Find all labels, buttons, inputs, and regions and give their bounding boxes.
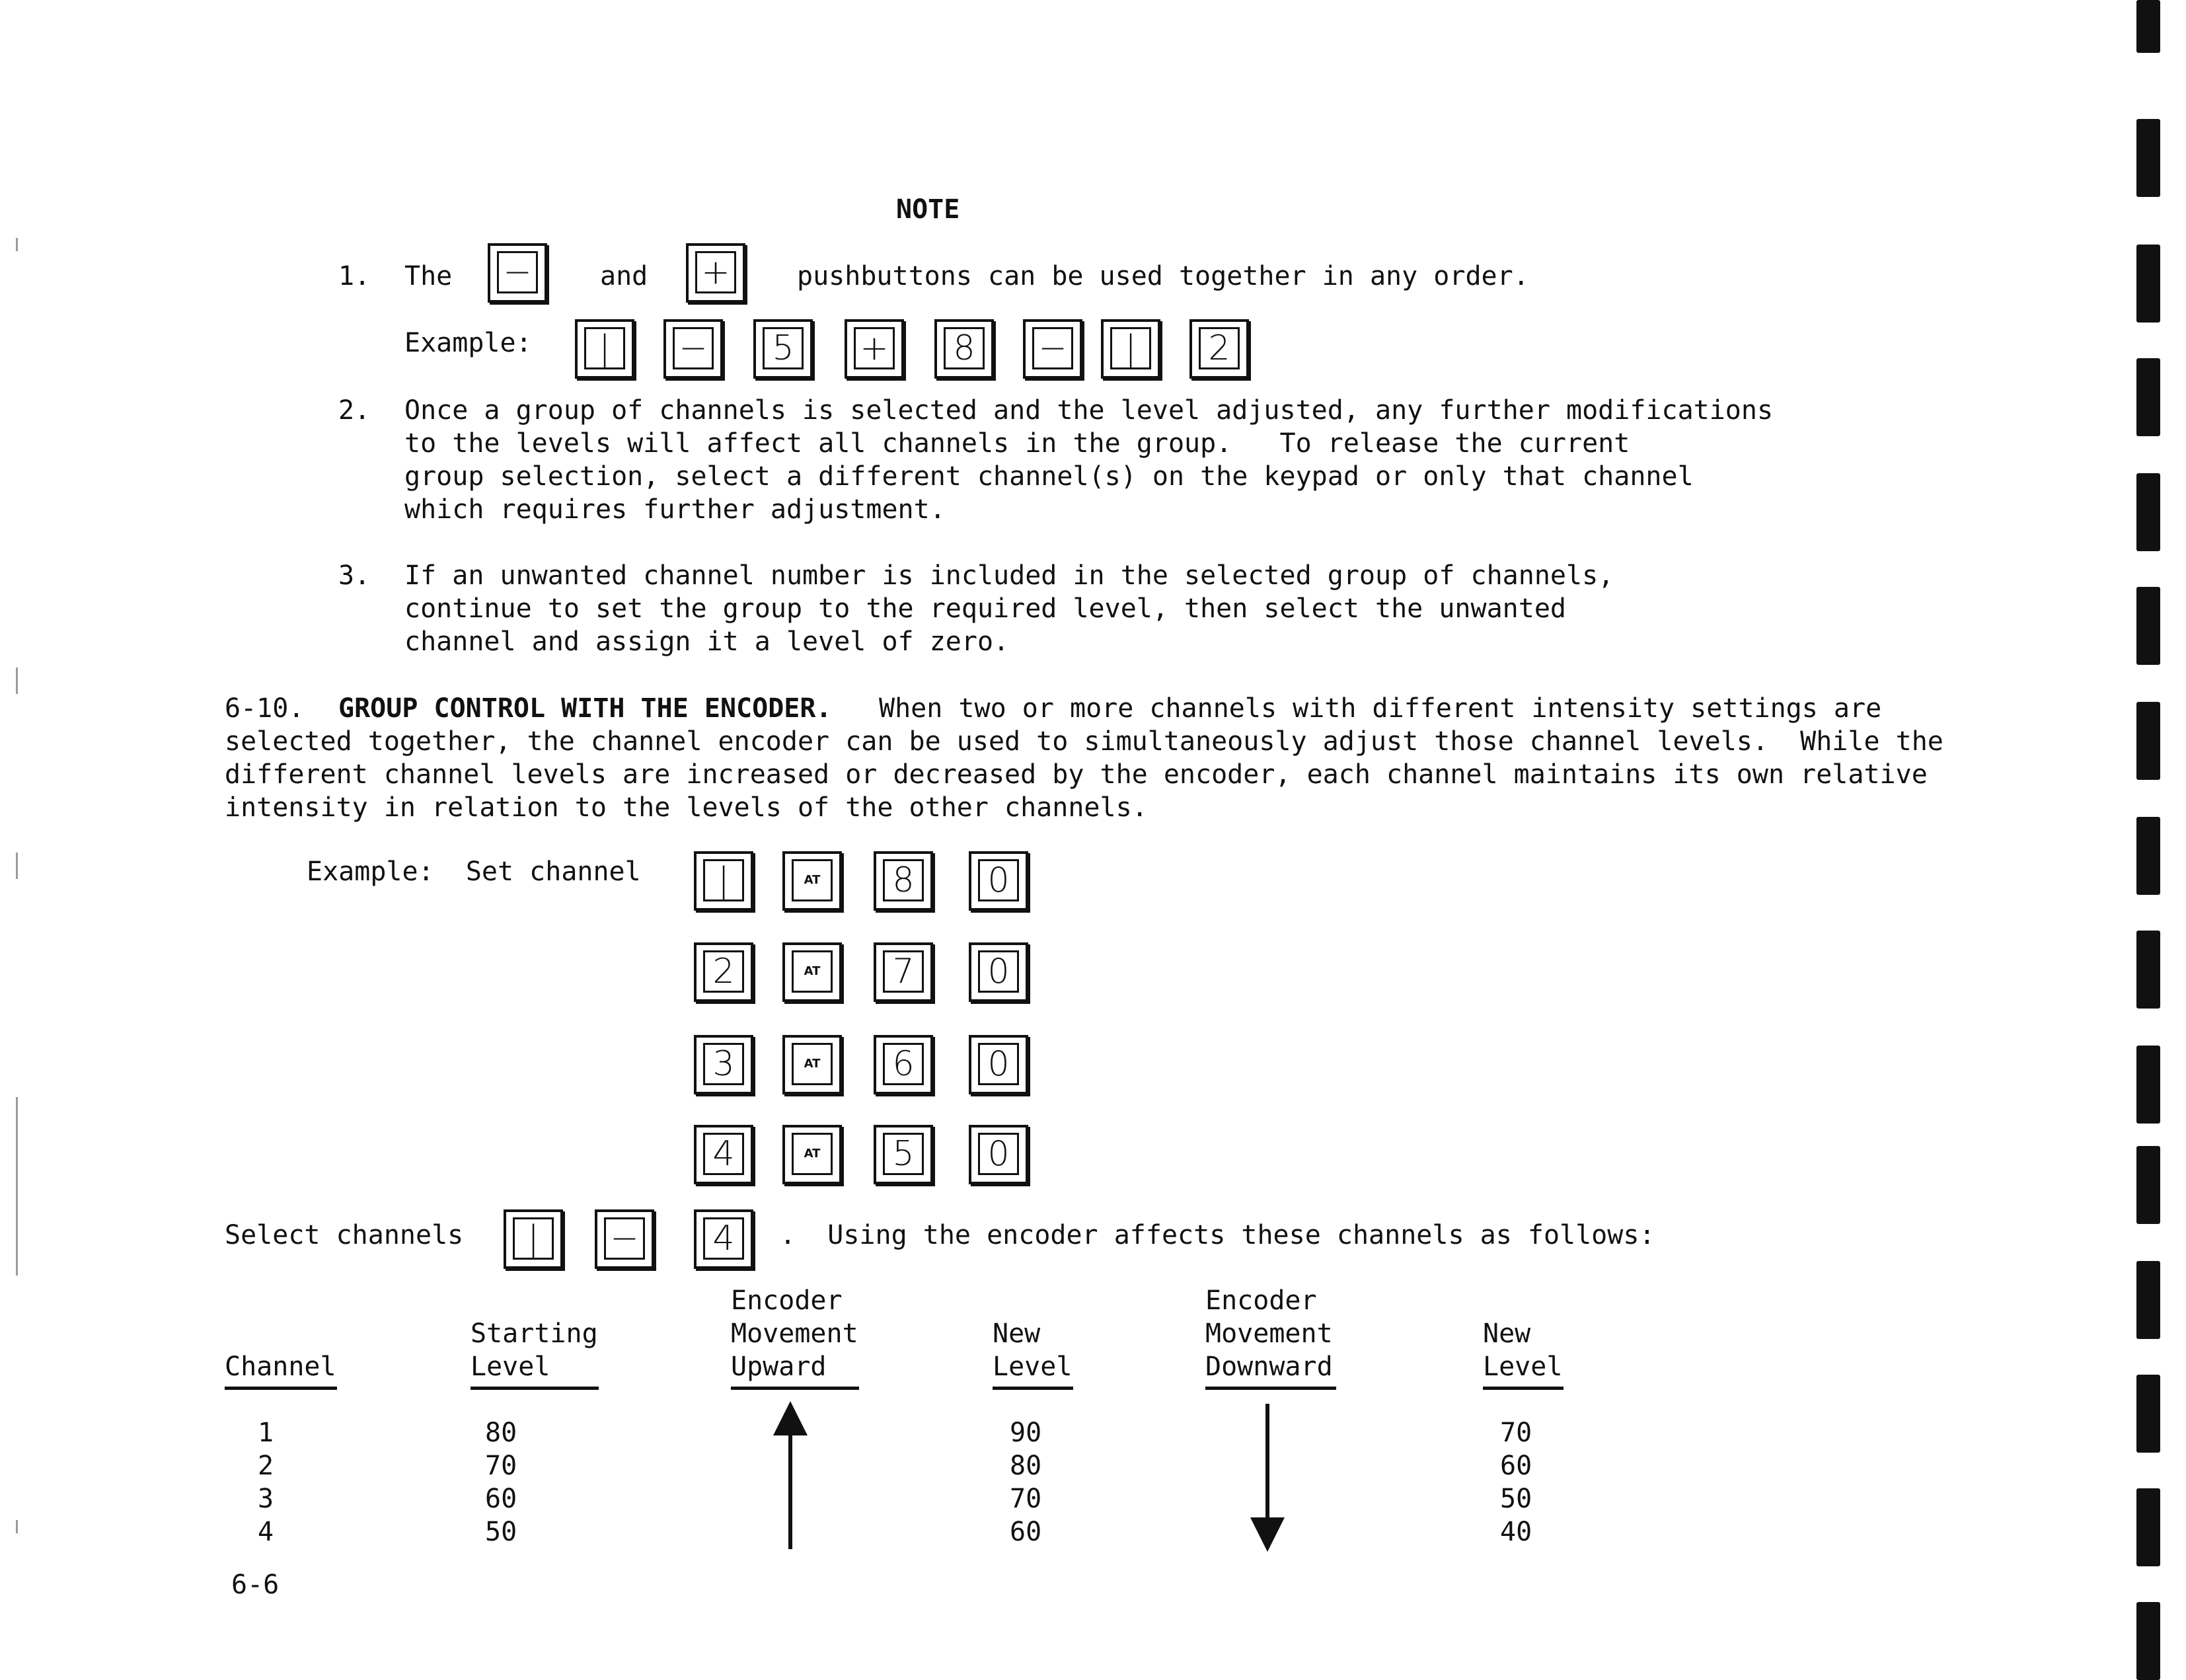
cell-channel: 4 [258,1517,274,1547]
note-heading: NOTE [896,194,960,225]
binding-mark [2136,358,2160,436]
grid-key: 8 [874,851,933,911]
grid-key: AT [782,1125,842,1184]
note1-text: pushbuttons can be used together in any order. [797,261,1529,291]
cell-new-down: 70 [1500,1418,1532,1448]
cell-new-up: 60 [1010,1517,1042,1547]
example-key: − [1023,319,1082,379]
grid-key: | [694,851,753,911]
header-up: Upward [731,1352,827,1382]
binding-mark [2136,1146,2160,1224]
header-underline [731,1387,859,1390]
example-key: 8 [934,319,994,379]
note2-line: which requires further adjustment. [404,494,946,525]
binding-mark [2136,119,2160,197]
cell-new-up: 80 [1010,1451,1042,1481]
grid-key: 3 [694,1035,753,1094]
example2-label: Example: Set channel [307,857,641,887]
header-down: Movement [1205,1318,1333,1349]
note3-line: continue to set the group to the required level, then select the unwanted [404,593,1566,624]
header-underline [471,1387,599,1390]
note2-line: Once a group of channels is selected and the level adjusted, any further modifications [404,395,1774,426]
edge-tick [16,238,18,251]
header-underline [993,1387,1073,1390]
header-starting: Level [471,1352,550,1382]
key-minus: − [488,243,547,303]
header-underline [1483,1387,1564,1390]
cell-channel: 2 [258,1451,274,1481]
cell-new-up: 70 [1010,1484,1042,1514]
example-key: 2 [1189,319,1249,379]
header-new-up: Level [993,1352,1073,1382]
header-new-down: Level [1483,1352,1563,1382]
grid-key: 0 [969,1035,1028,1094]
example-key: | [1101,319,1160,379]
select-label: Select channels [225,1220,464,1250]
edge-tick [16,853,18,879]
grid-key: 4 [694,1125,753,1184]
header-new-down: New [1483,1318,1531,1349]
note3-line: If an unwanted channel number is included in the selected group of channels, [404,560,1614,591]
header-down: Downward [1205,1352,1333,1382]
binding-mark [2136,473,2160,551]
grid-key: 0 [969,1125,1028,1184]
note2-line: group selection, select a different channel(s) on the keypad or only that channel [404,461,1694,492]
binding-mark [2136,1375,2160,1453]
header-down: Encoder [1205,1285,1317,1316]
note1-example-label: Example: [404,328,532,358]
edge-tick [16,1097,18,1276]
grid-key: 7 [874,942,933,1002]
header-underline [225,1387,337,1390]
note2-line: to the levels will affect all channels in the group. To release the current [404,428,1630,459]
note1-the: The [404,261,453,291]
cell-new-down: 50 [1500,1484,1532,1514]
binding-mark [2136,931,2160,1009]
cell-new-down: 60 [1500,1451,1532,1481]
page-number: 6-6 [231,1570,280,1600]
key-plus: + [686,243,745,303]
binding-mark [2136,1488,2160,1566]
example-key: + [845,319,904,379]
section-line: When two or more channels with different intensity settings are [879,693,1882,724]
note1-and: and [600,261,648,291]
cell-start: 80 [485,1418,517,1448]
header-up: Movement [731,1318,858,1349]
grid-key: 2 [694,942,753,1002]
grid-key: 0 [969,942,1028,1002]
binding-mark [2136,702,2160,780]
header-up: Encoder [731,1285,843,1316]
example-key: − [663,319,723,379]
edge-tick [16,1520,18,1533]
select-key: − [595,1209,654,1269]
note1-number: 1. [338,261,371,291]
note3-line: channel and assign it a level of zero. [404,627,1010,657]
note3-number: 3. [338,560,371,591]
example-key: | [575,319,634,379]
cell-start: 70 [485,1451,517,1481]
edge-tick [16,668,18,694]
note2-number: 2. [338,395,371,426]
binding-mark [2136,0,2160,53]
binding-mark [2136,587,2160,665]
select-key: | [504,1209,563,1269]
binding-mark [2136,245,2160,323]
section-line: different channel levels are increased or decreased by the encoder, each channel maintains its own relative [225,759,1928,790]
grid-key: AT [782,1035,842,1094]
section-line: intensity in relation to the levels of the other channels. [225,792,1148,823]
select-key: 4 [694,1209,753,1269]
section-line: selected together, the channel encoder can be used to simultaneously adjust those channel levels. While the [225,726,1943,757]
binding-mark [2136,817,2160,895]
grid-key: 0 [969,851,1028,911]
section-title: GROUP CONTROL WITH THE ENCODER. [338,693,832,724]
section-number: 6-10. [225,693,305,724]
grid-key: 6 [874,1035,933,1094]
cell-channel: 1 [258,1418,274,1448]
up-arrow-icon [771,1400,810,1552]
cell-start: 60 [485,1484,517,1514]
down-arrow-icon [1248,1402,1287,1554]
select-text: . Using the encoder affects these channels as follows: [780,1220,1655,1250]
example-key: 5 [753,319,813,379]
cell-start: 50 [485,1517,517,1547]
cell-channel: 3 [258,1484,274,1514]
header-new-up: New [993,1318,1041,1349]
header-underline [1205,1387,1336,1390]
header-starting: Starting [471,1318,598,1349]
cell-new-up: 90 [1010,1418,1042,1448]
grid-key: AT [782,942,842,1002]
binding-mark [2136,1261,2160,1339]
binding-mark [2136,1602,2160,1680]
grid-key: 5 [874,1125,933,1184]
cell-new-down: 40 [1500,1517,1532,1547]
grid-key: AT [782,851,842,911]
binding-mark [2136,1046,2160,1124]
header-channel: Channel [225,1352,336,1382]
